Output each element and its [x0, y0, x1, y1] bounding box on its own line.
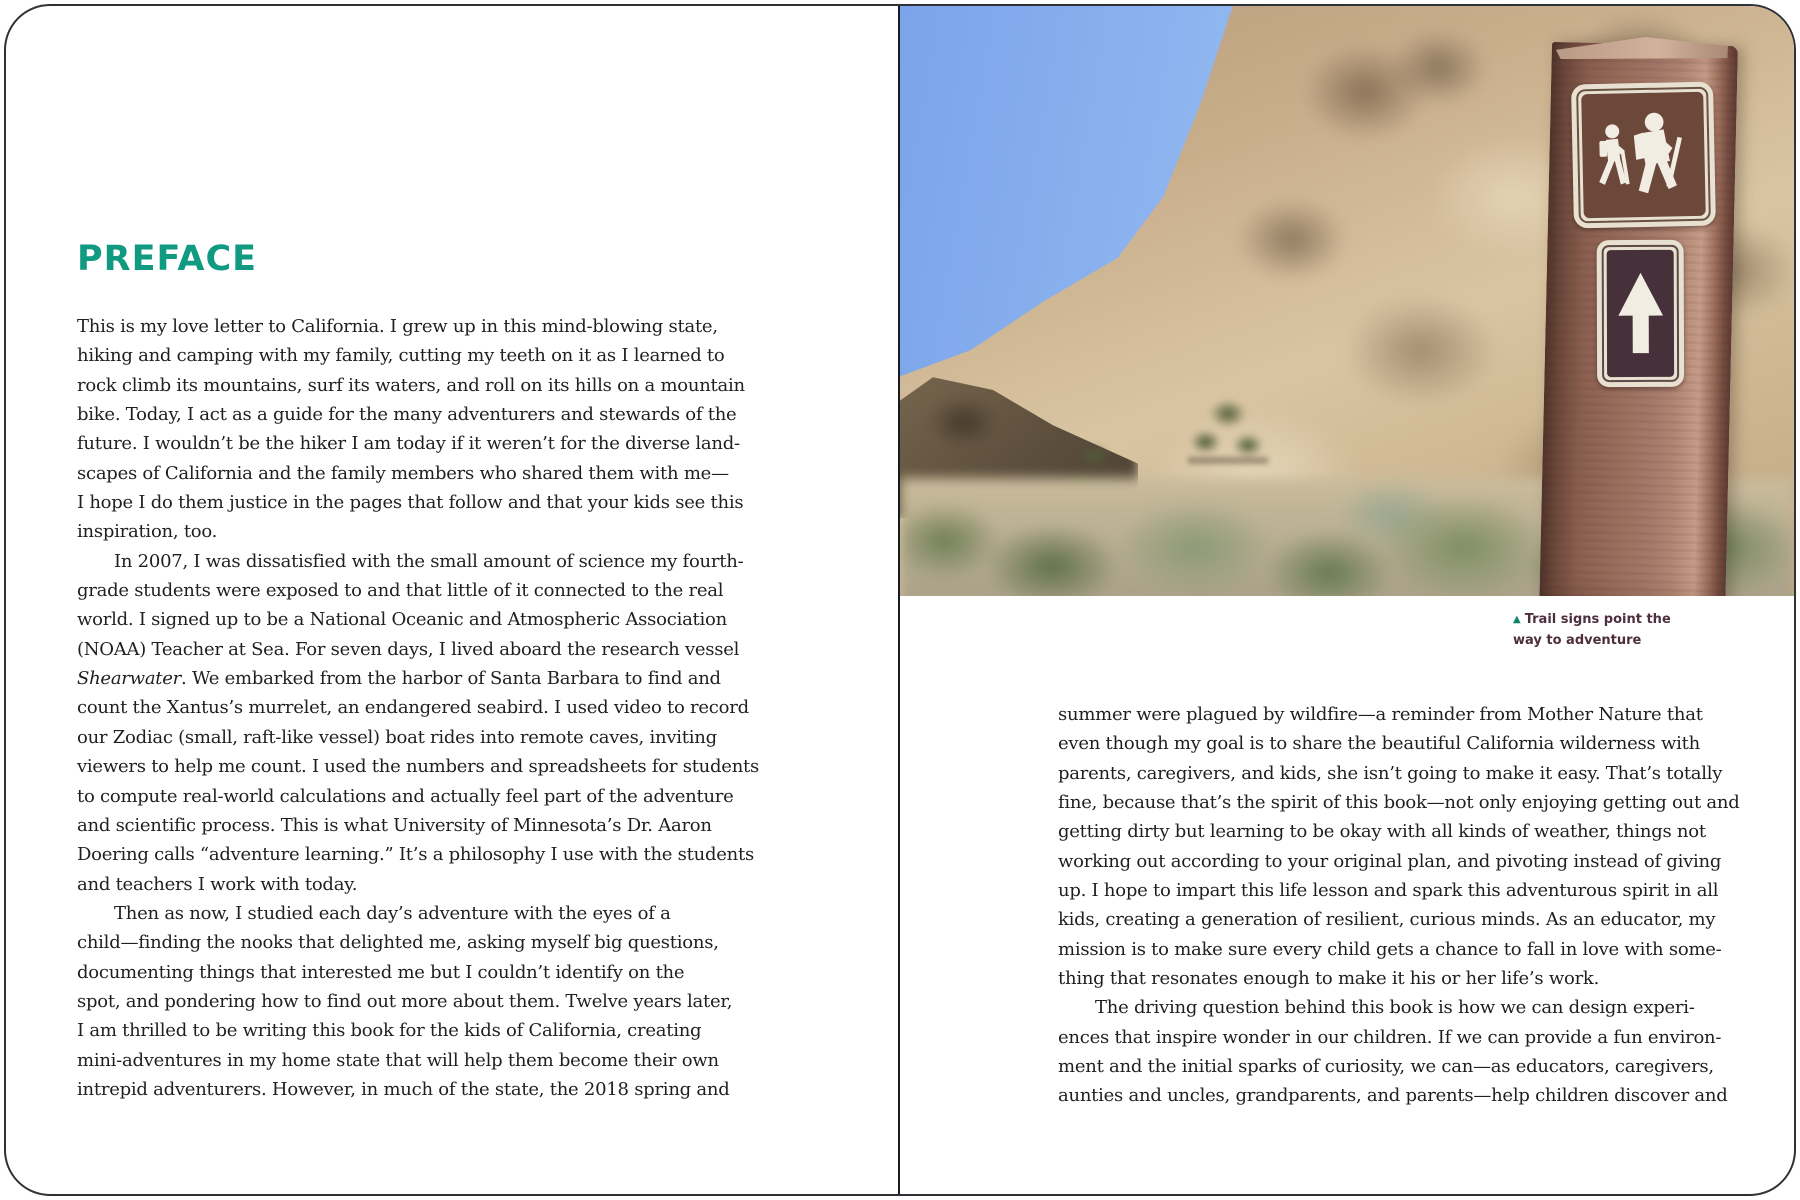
text-line: thing that resonates enough to make it his or her life’s work. [1058, 968, 1600, 990]
text-line: hiking and camping with my family, cutting my teeth on it as I learned to [77, 345, 725, 367]
text-line: mini-adventures in my home state that will help them become their own [77, 1049, 719, 1071]
text-line: bike. Today, I act as a guide for the many adventurers and stewards of the [77, 404, 737, 426]
right-page-text [1058, 700, 1770, 1111]
text-line: viewers to help me count. I used the numbers and spreadsheets for students [77, 756, 760, 778]
text-line: working out according to your original plan, and pivoting instead of giving [1058, 850, 1722, 872]
photo-caption [1513, 610, 1685, 651]
text-line: mission is to make sure every child gets a chance to fall in love with some- [1058, 938, 1722, 960]
text-line: kids, creating a generation of resilient, curious minds. As an educator, my [1058, 909, 1716, 931]
text-line: intrepid adventurers. However, in much of the state, the 2018 spring and [77, 1078, 730, 1100]
text-line: even though my goal is to share the beautiful California wilderness with [1058, 733, 1700, 755]
arrow-sign [1597, 240, 1685, 387]
hikers-icon [1586, 97, 1701, 213]
book-spread [4, 4, 1796, 1196]
text-line: In 2007, I was dissatisfied with the small amount of science my fourth- [114, 550, 744, 572]
text-line: future. I wouldn’t be the hiker I am today if it weren’t for the diverse land- [77, 433, 740, 455]
trail-sign-post [1539, 42, 1738, 596]
text-line: up. I hope to impart this life lesson and spark this adventurous spirit in all [1058, 880, 1719, 902]
caption-text: Trail signs point the way to adventure [1513, 612, 1671, 648]
left-page-text [77, 312, 789, 1104]
text-line: and scientific process. This is what University of Minnesota’s Dr. Aaron [77, 814, 712, 836]
text-line: The driving question behind this book is how we can design experi- [1095, 997, 1695, 1019]
text-line: grade students were exposed to and that little of it connected to the real [77, 580, 724, 602]
text-line: child—finding the nooks that delighted me, asking myself big questions, [77, 932, 719, 954]
text-line: and teachers I work with today. [77, 873, 358, 895]
trail-photo [900, 6, 1794, 596]
text-line: getting dirty but learning to be okay with all kinds of weather, things not [1058, 821, 1706, 843]
text-line: I am thrilled to be writing this book for the kids of California, creating [77, 1020, 702, 1042]
text-line: aunties and uncles, grandparents, and parents—help children discover and [1058, 1085, 1728, 1107]
hikers-sign [1571, 82, 1716, 229]
text-line: Shearwater. We embarked from the harbor of Santa Barbara to find and [77, 668, 721, 690]
text-line: count the Xantus’s murrelet, an endangered seabird. I used video to record [77, 697, 749, 719]
text-line: world. I signed up to be a National Oceanic and Atmospheric Association [77, 609, 727, 631]
text-line: our Zodiac (small, raft-like vessel) boat rides into remote caves, inviting [77, 726, 717, 748]
text-line: inspiration, too. [77, 521, 218, 543]
text-line: Then as now, I studied each day’s adventure with the eyes of a [114, 902, 671, 924]
text-line: This is my love letter to California. I grew up in this mind-blowing state, [77, 316, 718, 337]
text-line: rock climb its mountains, surf its waters, and roll on its hills on a mountain [77, 374, 745, 396]
text-line: Doering calls “adventure learning.” It’s a philosophy I use with the students [77, 844, 754, 866]
text-line: summer were plagued by wildfire—a reminder from Mother Nature that [1058, 704, 1703, 725]
up-arrow-icon [1613, 257, 1667, 369]
vessel-name: Shearwater [77, 668, 182, 690]
spine-divider [898, 6, 900, 1194]
text-line: documenting things that interested me but I couldn’t identify on the [77, 961, 685, 983]
text-line: I hope I do them justice in the pages that follow and that your kids see this [77, 492, 744, 514]
text-line: spot, and pondering how to find out more about them. Twelve years later, [77, 990, 733, 1012]
text-line: fine, because that’s the spirit of this book—not only enjoying getting out and [1058, 792, 1740, 814]
text-line: ment and the initial sparks of curiosity, we can—as educators, caregivers, [1058, 1056, 1714, 1078]
text-line: to compute real-world calculations and actually feel part of the adventure [77, 785, 734, 807]
caption-triangle-icon: ▲ [1513, 614, 1521, 625]
text-line: (NOAA) Teacher at Sea. For seven days, I lived aboard the research vessel [77, 638, 740, 660]
text-line: parents, caregivers, and kids, she isn’t going to make it easy. That’s totally [1058, 762, 1723, 784]
page-title: PREFACE [77, 239, 258, 279]
text-line: ences that inspire wonder in our children. If we can provide a fun environ- [1058, 1026, 1722, 1048]
text-line: scapes of California and the family members who shared them with me— [77, 462, 729, 484]
